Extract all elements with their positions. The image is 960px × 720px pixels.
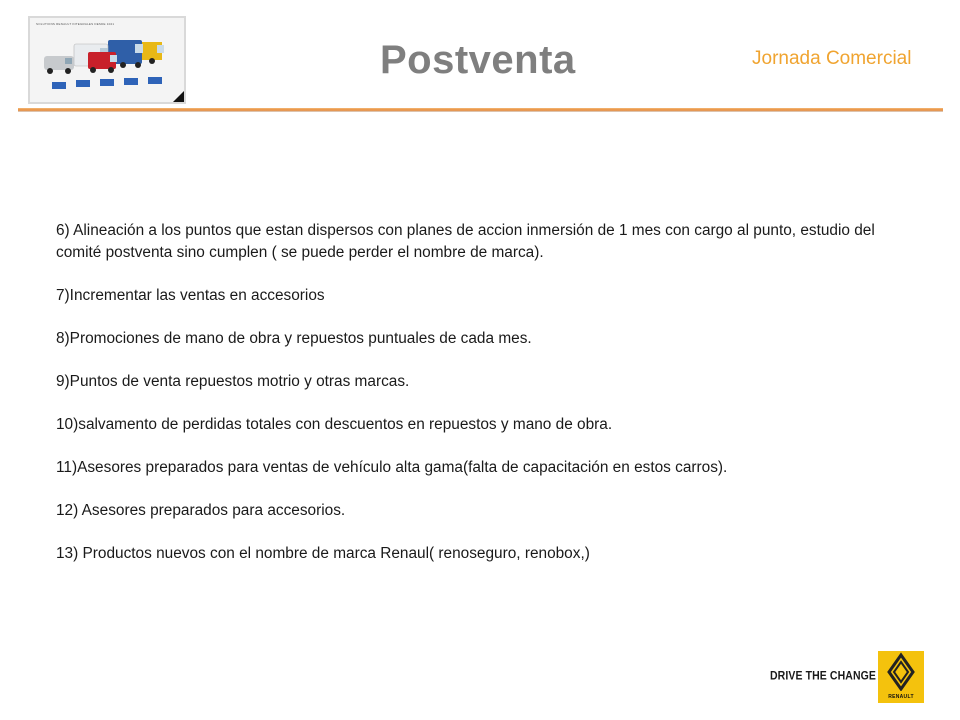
paragraph: 13) Productos nuevos con el nombre de marca Renaul( renoseguro, renobox,) (56, 545, 590, 562)
header-divider (18, 108, 943, 112)
page-title: Postventa (380, 38, 576, 82)
paragraph: 11)Asesores preparados para ventas de vehículo alta gama(falta de capacitación en estos carros). (56, 459, 728, 476)
renault-logo (878, 651, 924, 703)
vans-illustration (30, 18, 184, 102)
thumbnail-caption: SOLUTIONS RENAULT INTEGRALES DESDE 1021 (36, 22, 115, 26)
paragraph: 7)Incrementar las ventas en accesorios (56, 287, 325, 304)
paragraph: 8)Promociones de mano de obra y repuestos puntuales de cada mes. (56, 330, 532, 347)
header-thumbnail-image (28, 16, 186, 104)
paragraph: 10)salvamento de perdidas totales con descuentos en repuestos y mano de obra. (56, 416, 613, 433)
logo-wordmark: RENAULT (888, 694, 914, 700)
paragraph: 6) Alineación a los puntos que estan dispersos con planes de accion inmersión de 1 mes con cargo al punto, estudio del comité postventa sino cumplen ( se puede perder el nombre de marca). (56, 222, 875, 261)
paragraph: 9)Puntos de venta repuestos motrio y otras marcas. (56, 373, 410, 390)
brand-footer (770, 651, 930, 705)
brand-slogan: DRIVE THE CHANGE (770, 669, 877, 683)
page-subtitle: Jornada Comercial (752, 48, 912, 69)
body-text (56, 220, 901, 586)
renault-diamond-icon (878, 651, 924, 691)
paragraph: 12) Asesores preparados para accesorios. (56, 502, 346, 519)
